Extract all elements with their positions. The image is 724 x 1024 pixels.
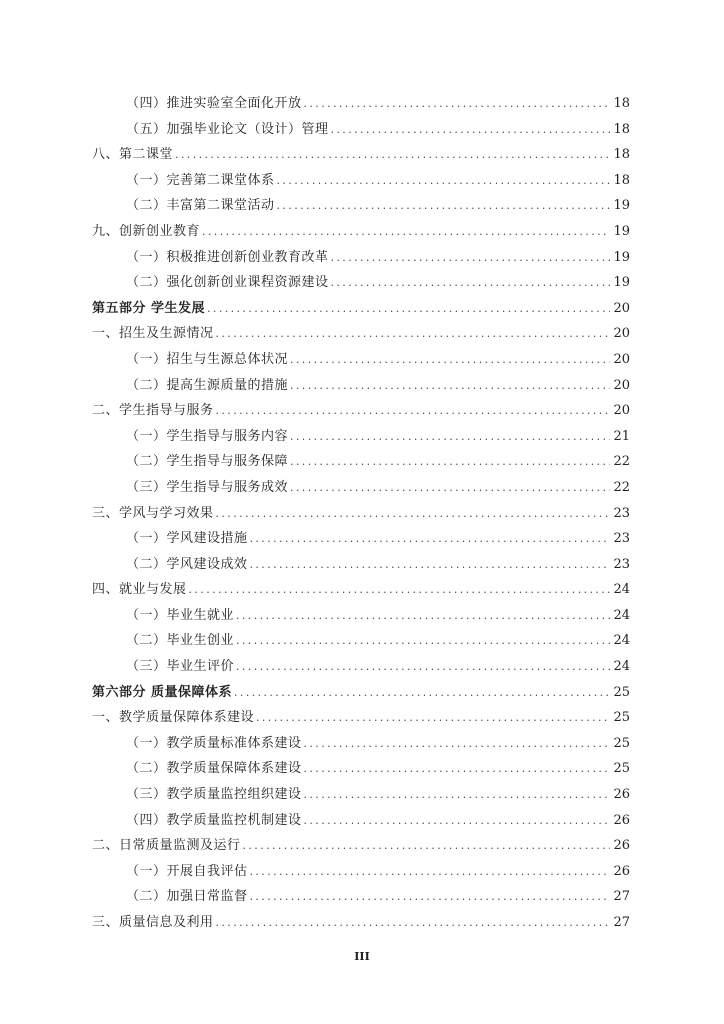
toc-entry[interactable] [92, 731, 630, 757]
toc-dot-leader [277, 193, 610, 219]
toc-entry-label: （一）完善第二课堂体系 [126, 172, 275, 188]
toc-entry-label: 九、创新创业教育 [92, 223, 201, 239]
toc-entry-page: 23 [613, 505, 630, 521]
toc-entry-label: （二）加强日常监督 [126, 889, 248, 905]
toc-entry-page: 18 [613, 172, 630, 188]
toc-entry-page: 25 [613, 684, 630, 700]
toc-dot-leader [216, 501, 610, 527]
toc-entry-page: 18 [613, 96, 630, 111]
toc-entry-page: 24 [613, 633, 630, 649]
toc-dot-leader [331, 117, 610, 143]
toc-entry[interactable] [92, 756, 630, 782]
table-of-contents [92, 91, 630, 936]
toc-entry-page: 27 [613, 915, 630, 930]
toc-entry-page: 24 [613, 607, 630, 623]
toc-entry[interactable] [92, 245, 630, 271]
toc-entry[interactable] [92, 526, 630, 552]
toc-entry-label: 四、就业与发展 [92, 582, 187, 598]
toc-entry-label: （一）学生指导与服务内容 [126, 428, 289, 444]
toc-entry-page: 19 [613, 223, 630, 239]
toc-entry[interactable] [92, 910, 630, 936]
toc-dot-leader [290, 424, 610, 450]
toc-entry-page: 22 [613, 479, 630, 495]
toc-entry[interactable] [92, 117, 630, 143]
toc-entry[interactable] [92, 680, 630, 706]
toc-entry[interactable] [92, 193, 630, 219]
toc-entry-label: （二）学生指导与服务保障 [126, 454, 289, 470]
toc-entry-label: 二、学生指导与服务 [92, 403, 214, 419]
toc-entry[interactable] [92, 296, 630, 322]
toc-entry-page: 25 [613, 710, 630, 726]
toc-dot-leader [216, 910, 610, 936]
toc-entry-page: 20 [613, 326, 630, 342]
toc-entry-label: 三、质量信息及利用 [92, 915, 214, 930]
toc-entry-page: 18 [613, 147, 630, 163]
toc-entry[interactable] [92, 321, 630, 347]
toc-entry-page: 24 [613, 582, 630, 598]
toc-entry-label: （二）学风建设成效 [126, 556, 248, 572]
toc-dot-leader [202, 219, 610, 245]
toc-dot-leader [250, 552, 610, 578]
toc-dot-leader [290, 475, 610, 501]
toc-entry[interactable] [92, 347, 630, 373]
toc-entry-page: 20 [613, 377, 630, 393]
toc-dot-leader [250, 526, 610, 552]
toc-dot-leader [304, 808, 610, 834]
toc-entry[interactable] [92, 603, 630, 629]
toc-entry-label: （二）毕业生创业 [126, 633, 235, 649]
toc-entry-page: 24 [613, 659, 630, 675]
toc-entry-label: （一）招生与生源总体状况 [126, 351, 289, 367]
toc-entry-label: （三）教学质量监控组织建设 [126, 787, 302, 803]
toc-dot-leader [216, 398, 610, 424]
toc-entry-label: 第六部分 质量保障体系 [92, 684, 233, 700]
toc-entry-page: 22 [613, 454, 630, 470]
toc-entry[interactable] [92, 859, 630, 885]
toc-dot-leader [304, 756, 610, 782]
toc-entry-page: 25 [613, 735, 630, 751]
toc-entry[interactable] [92, 577, 630, 603]
toc-entry[interactable] [92, 628, 630, 654]
toc-dot-leader [216, 321, 610, 347]
toc-dot-leader [290, 347, 610, 373]
toc-dot-leader [236, 628, 610, 654]
toc-entry-page: 20 [613, 403, 630, 419]
page-number: III [354, 950, 370, 963]
toc-entry-label: （二）强化创新创业课程资源建设 [126, 275, 329, 291]
toc-entry[interactable] [92, 398, 630, 424]
toc-entry-label: （一）教学质量标准体系建设 [126, 735, 302, 751]
toc-entry[interactable] [92, 219, 630, 245]
toc-entry-label: 一、教学质量保障体系建设 [92, 710, 255, 726]
toc-dot-leader [250, 884, 610, 910]
toc-dot-leader [277, 168, 610, 194]
toc-entry-label: （一）开展自我评估 [126, 863, 248, 879]
toc-entry-label: 一、招生及生源情况 [92, 326, 214, 342]
toc-entry-page: 19 [613, 275, 630, 291]
toc-entry[interactable] [92, 501, 630, 527]
toc-dot-leader [331, 245, 610, 271]
toc-entry-page: 19 [613, 249, 630, 265]
toc-entry[interactable] [92, 552, 630, 578]
toc-entry-page: 23 [613, 556, 630, 572]
toc-entry-page: 18 [613, 121, 630, 137]
toc-entry[interactable] [92, 449, 630, 475]
toc-entry-label: 第五部分 学生发展 [92, 300, 206, 316]
toc-dot-leader [250, 859, 610, 885]
toc-dot-leader [234, 680, 610, 706]
toc-entry[interactable] [92, 142, 630, 168]
toc-entry[interactable] [92, 833, 630, 859]
toc-entry-label: 二、日常质量监测及运行 [92, 838, 241, 854]
toc-entry-label: （四）教学质量监控机制建设 [126, 812, 302, 828]
toc-entry-page: 26 [613, 863, 630, 879]
toc-dot-leader [189, 577, 610, 603]
toc-entry-page: 21 [613, 428, 630, 444]
toc-entry-page: 20 [613, 300, 630, 316]
toc-entry[interactable] [92, 373, 630, 399]
toc-dot-leader [256, 705, 610, 731]
toc-entry-label: （五）加强毕业论文（设计）管理 [126, 121, 329, 137]
toc-entry-page: 23 [613, 531, 630, 547]
toc-entry-page: 20 [613, 351, 630, 367]
toc-dot-leader [175, 142, 610, 168]
toc-dot-leader [243, 833, 610, 859]
toc-entry-label: （二）提高生源质量的措施 [126, 377, 289, 393]
toc-entry-label: 三、学风与学习效果 [92, 505, 214, 521]
toc-entry-label: （一）积极推进创新创业教育改革 [126, 249, 329, 265]
toc-entry-page: 26 [613, 838, 630, 854]
toc-entry[interactable] [92, 91, 630, 117]
toc-dot-leader [304, 782, 610, 808]
toc-entry-label: （四）推进实验室全面化开放 [126, 96, 302, 111]
toc-dot-leader [290, 449, 610, 475]
toc-entry[interactable] [92, 424, 630, 450]
toc-entry-label: （二）丰富第二课堂活动 [126, 198, 275, 214]
toc-entry-page: 27 [613, 889, 630, 905]
toc-dot-leader [331, 270, 610, 296]
toc-entry[interactable] [92, 705, 630, 731]
toc-dot-leader [304, 731, 610, 757]
toc-dot-leader [236, 603, 610, 629]
toc-entry[interactable] [92, 475, 630, 501]
toc-entry-page: 26 [613, 787, 630, 803]
toc-entry-label: （一）学风建设措施 [126, 531, 248, 547]
toc-entry-label: 八、第二课堂 [92, 147, 174, 163]
toc-entry[interactable] [92, 782, 630, 808]
toc-entry[interactable] [92, 808, 630, 834]
toc-entry[interactable] [92, 884, 630, 910]
toc-dot-leader [304, 91, 610, 117]
toc-entry-label: （一）毕业生就业 [126, 607, 235, 623]
toc-entry-label: （三）学生指导与服务成效 [126, 479, 289, 495]
toc-entry-page: 25 [613, 761, 630, 777]
toc-entry-page: 26 [613, 812, 630, 828]
toc-entry[interactable] [92, 654, 630, 680]
toc-entry-label: （三）毕业生评价 [126, 659, 235, 675]
toc-dot-leader [236, 654, 610, 680]
toc-entry-label: （二）教学质量保障体系建设 [126, 761, 302, 777]
toc-dot-leader [290, 373, 610, 399]
toc-dot-leader [207, 296, 610, 322]
toc-entry[interactable] [92, 270, 630, 296]
toc-entry[interactable] [92, 168, 630, 194]
toc-entry-page: 19 [613, 198, 630, 214]
